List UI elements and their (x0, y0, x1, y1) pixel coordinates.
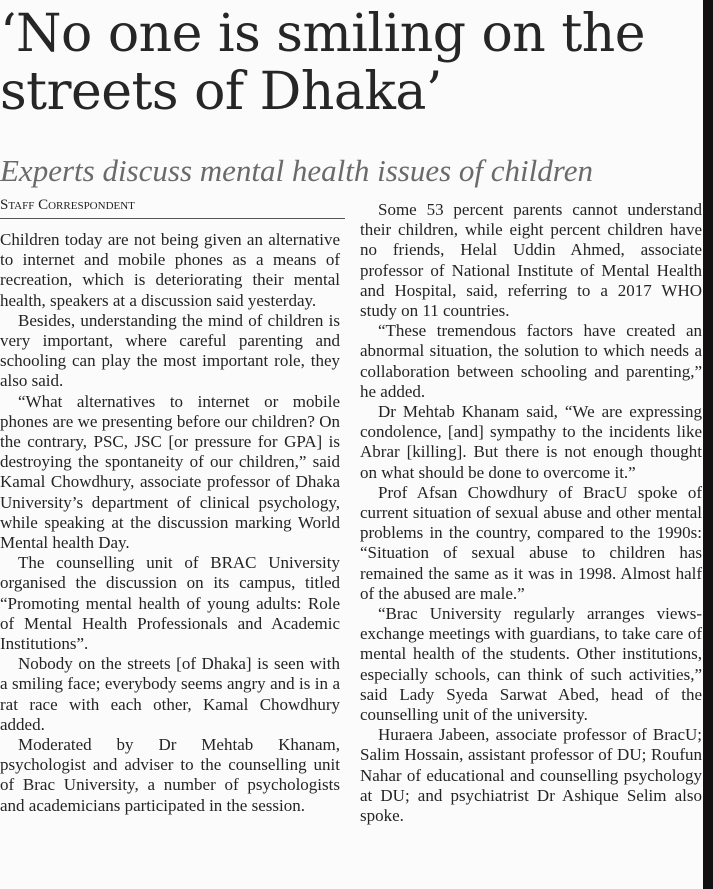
byline: Staff Correspondent (0, 196, 345, 219)
paragraph: Dr Mehtab Khanam said, “We are expressing condolence, [and] sympathy to the incidents like Abrar [killing]. But there is not enough thought on what should be done to overcome it.” (360, 402, 702, 482)
paragraph: Moderated by Dr Mehtab Khanam, psychologist and adviser to the counselling unit of Brac University, a number of psychologists and academicians participated in the session. (0, 735, 340, 815)
paragraph: Some 53 percent parents cannot understand their children, while eight percent children have no friends, Helal Uddin Ahmed, associate professor of National Institute of Mental Health and Hospital, said, referring to a 2017 WHO study on 11 countries. (360, 200, 702, 321)
page-edge-divider (703, 0, 713, 889)
paragraph: “Brac University regularly arranges views-exchange meetings with guardians, to take care of mental health of the students. Other institutions, especially schools, can think of such activities,” said Lady Syeda Sarwat Abed, head of the counselling unit of the university. (360, 604, 702, 725)
paragraph: Prof Afsan Chowdhury of BracU spoke of current situation of sexual abuse and other mental problems in the country, compared to the 1990s: “Situation of sexual abuse to children has remained the same as it was in 1998. Almost half of the abused are male.” (360, 482, 702, 603)
subheadline: Experts discuss mental health issues of children (0, 153, 593, 188)
paragraph: “These tremendous factors have created an abnormal situation, the solution to which needs a collaboration between schooling and parenting,” he added. (360, 321, 702, 401)
paragraph: Besides, understanding the mind of children is very important, where careful parenting and schooling can play the most important role, they also said. (0, 310, 340, 391)
article-column-right (360, 200, 702, 826)
article-column-left (0, 230, 340, 816)
paragraph: Children today are not being given an alternative to internet and mobile phones as a means of recreation, which is deteriorating their mental health, speakers at a discussion said yesterday. (0, 230, 340, 310)
headline: ‘No one is smiling on the streets of Dhaka’ (0, 4, 645, 122)
paragraph: Huraera Jabeen, associate professor of BracU; Salim Hossain, assistant professor of DU; Roufun Nahar of educational and counselling psychology at DU; and psychiatrist Dr Ashique Selim also spoke. (360, 725, 702, 826)
paragraph: The counselling unit of BRAC University organised the discussion on its campus, titled “Promoting mental health of young adults: Role of Mental Health Professionals and Academic Institutions”. (0, 553, 340, 654)
paragraph: Nobody on the streets [of Dhaka] is seen with a smiling face; everybody seems angry and is in a rat race with each other, Kamal Chowdhury added. (0, 654, 340, 734)
paragraph: “What alternatives to internet or mobile phones are we presenting before our children? On the contrary, PSC, JSC [or pressure for GPA] is destroying the spontaneity of our children,” said Kamal Chowdhury, associate professor of Dhaka University’s department of clinical psychology, while speaking at the discussion marking World Mental health Day. (0, 391, 340, 553)
